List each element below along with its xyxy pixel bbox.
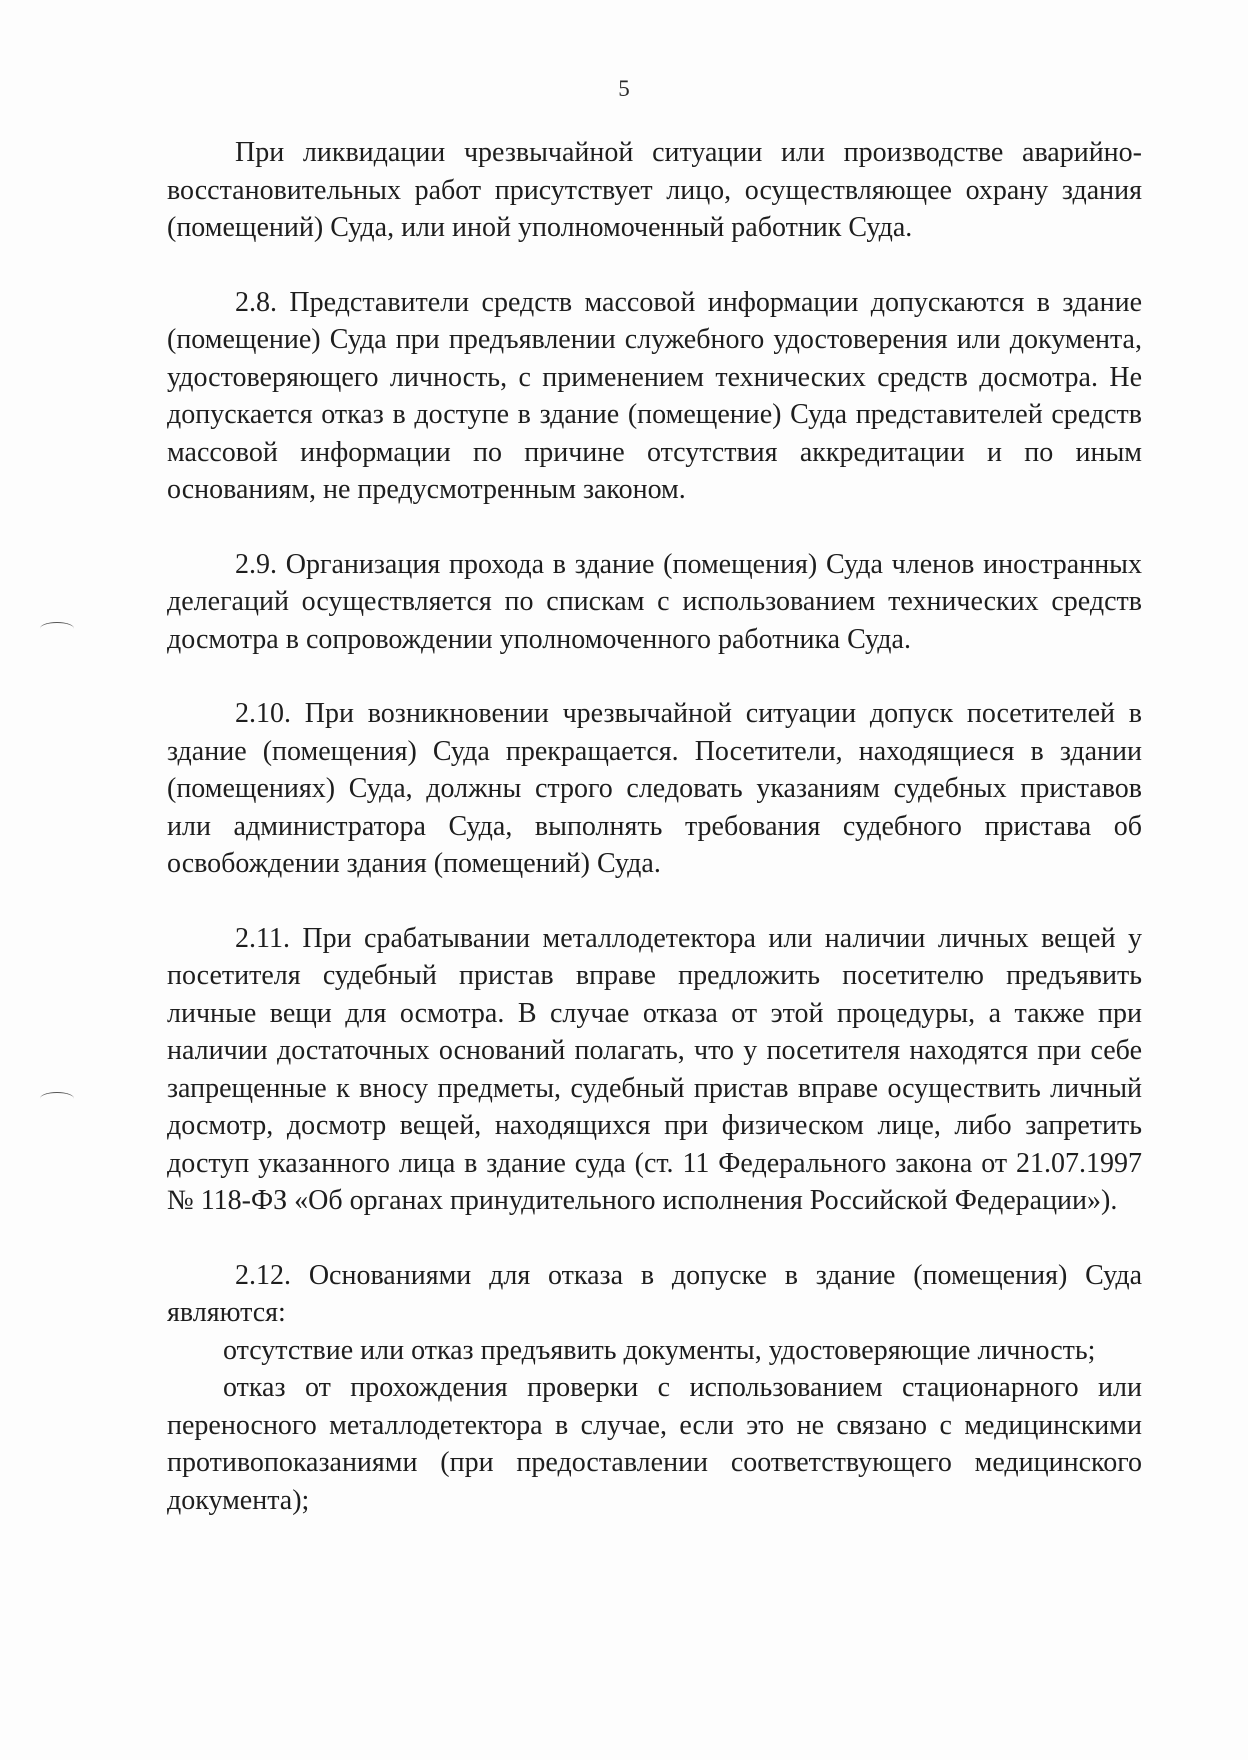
paragraph-2-11: 2.11. При срабатывании металлодетектора или наличии личных вещей у посетителя судебный пристав вправе предложить посетителю предъявить личные вещи для осмотра. В случае отказа от этой процедуры, а также при наличии достаточных оснований полагать, что у посетителя находятся при себе запрещенные к вносу предметы, судебный пристав вправе осуществить личный досмотр, досмотр вещей, находящихся при физическом лице, либо запретить доступ указанного лица в здание суда (ст. 11 Федерального закона от 21.07.1997 № 118-ФЗ «Об органах принудительного исполнения Российской Федерации»). — [167, 922, 1142, 1216]
document-body — [167, 134, 1142, 1519]
list-item: отсутствие или отказ предъявить документы, удостоверяющие личность; — [223, 1334, 1096, 1366]
paragraph-2-8: 2.8. Представители средств массовой информации допускаются в здание (помещение) Суда при предъявлении служебного удостоверения или документа, удостоверяющего личность, с применением технических средств досмотра. Не допускается отказ в доступе в здание (помещение) Суда представителей средств массовой информации по причине отсутствия аккредитации и по иным основаниям, не предусмотренным законом. — [167, 286, 1142, 505]
paragraph-2-12: 2.12. Основаниями для отказа в допуске в здание (помещения) Суда являются: — [167, 1259, 1142, 1328]
page-number: 5 — [618, 76, 630, 101]
paragraph-2-9: 2.9. Организация прохода в здание (помещения) Суда членов иностранных делегаций осуществляется по спискам с использованием технических средств досмотра в сопровождении уполномоченного работника Суда. — [167, 548, 1142, 655]
list-item: отказ от прохождения проверки с использованием стационарного или переносного металлодетектора в случае, если это не связано с медицинскими противопоказаниями (при предоставлении соответствующего медицинского документа); — [167, 1372, 1142, 1516]
margin-mark — [40, 622, 74, 635]
paragraph-2-10: 2.10. При возникновении чрезвычайной ситуации допуск посетителей в здание (помещения) Суда прекращается. Посетители, находящиеся в здании (помещениях) Суда, должны строго следовать указаниям судебных приставов или администратора Суда, выполнять требования судебного пристава об освобождении здания (помещений) Суда. — [167, 698, 1142, 879]
paragraph-intro: При ликвидации чрезвычайной ситуации или производстве аварийно-восстановительных работ присутствует лицо, осуществляющее охрану здания (помещений) Суда, или иной уполномоченный работник Суда. — [167, 137, 1142, 243]
margin-mark — [40, 1092, 74, 1105]
